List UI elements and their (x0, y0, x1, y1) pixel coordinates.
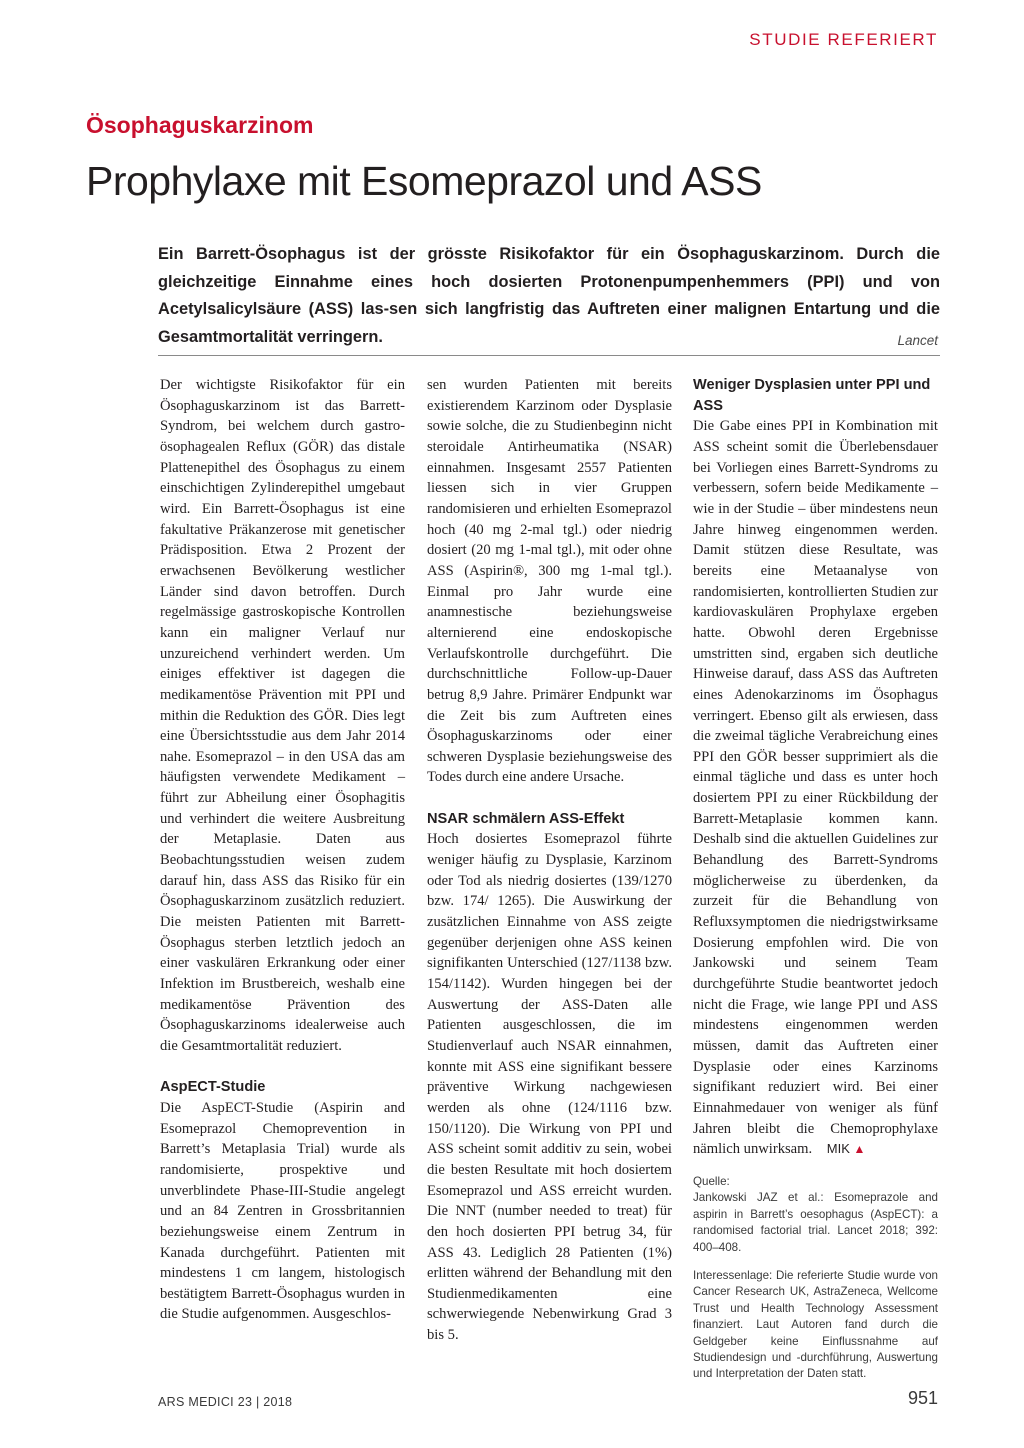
subheading: Weniger Dysplasien unter PPI und ASS (693, 377, 931, 414)
journal-footer: ARS MEDICI 23 | 2018 (158, 1395, 293, 1409)
author-initials: MIK (826, 1141, 850, 1157)
text-column-1 (160, 375, 405, 1325)
body-paragraph: Der wichtigste Risikofaktor für ein Ösophaguskarzinom ist das Barrett-Syndrom, bei welchem durch gastro-ösophagealen Reflux (GÖR) das distale Plattenepithel des Ösophagus zu einem einschichtigen Zylinderepithel umgebaut wird. Ein Barrett-Ösophagus ist eine fakultative Präkanzerose mit genetischer Prädisposition. Etwa 2 Prozent der erwachsenen Bevölkerung westlicher Länder sind davon betroffen. Durch regelmässige gastroskopische Kontrollen kann ein maligner Verlauf nur unzureichend verhindert werden. Um einiges effektiver ist dagegen die medikamentöse Prävention mit PPI und mithin die Reduktion des GÖR. Dies legt eine Übersichtsstudie aus dem Jahr 2014 nahe. Esomeprazol – in den USA das am häufigsten verwendete Medikament – führt zur Abheilung einer Ösophagitis und verhindert die weitere Ausbreitung der Metaplasie. Daten aus Beobachtungsstudien weisen zudem darauf hin, dass ASS das Risiko für ein Ösophaguskarzinom zusätzlich reduziert. Die meisten Patienten mit Barrett-Ösophagus sterben letztlich jedoch an einer vaskulären Erkrankung oder einer Infektion im Brustbereich, weshalb eine medikamentöse Prävention des Ösophaguskarzinoms idealerweise auch die Gesamtmortalität reduziert. (160, 377, 405, 1054)
body-text: Die Gabe eines PPI in Kombination mit ASS scheint somit die Überlebensdauer bei Vorliegen eines Barrett-Syndroms zu verbessern, sofern beide Medikamente – wie in der Studie – über mindestens neun Jahre hinweg eingenommen werden. Damit stützen diese Resultate, was bereits eine Metaanalyse von randomisierten, kontrollierten Studien zur kardiovaskulären Prophylaxe ergeben hatte. Obwohl deren Ergebnisse umstritten sind, ergaben sich deutliche Hinweise darauf, dass ASS das Auftreten eines Adenokarzinoms im Ösophagus verringert. Ebenso gilt als erwiesen, dass die zweimal tägliche Verabreichung eines PPI den GÖR besser supprimiert als die einmal tägliche und dass es unter hoch dosiertem PPI zu einer Rückbildung der Barrett-Metaplasie kommen kann. Deshalb sind die aktuellen Guidelines zur Behandlung des Barrett-Syndroms möglicherweise zu überdenken, da zurzeit für die Behandlung von Refluxsymptomen die niedrigstwirksame Dosierung empfohlen wird. Die von Jankowski und seinem Team durchgeführte Studie beantwortet jedoch nicht die Frage, wie lange PPI und ASS mindestens eingenommen werden müssen, damit das Auftreten einer Dysplasie oder eines Karzinoms signifikant reduziert wird. Bei einer Einnahmedauer von weniger als fünf Jahren bleibt die Chemoprophylaxe nämlich unwirksam. (693, 418, 938, 1158)
text-column-3 (693, 375, 938, 1383)
page-number: 951 (907, 1388, 938, 1408)
body-paragraph: Hoch dosiertes Esomeprazol führte weniger häufig zu Dysplasie, Karzinom oder Tod als niedrig dosiertes (139/1270 bzw. 174/ 1265). Die Auswirkung der zusätzlichen Einnahme von ASS zeigte gegenüber derjenigen ohne ASS keinen signifikanten Unterschied (127/1138 bzw. 154/1142). Wurden hingegen bei der Auswertung der ASS-Daten alle Patienten ausgeschlossen, die im Studienverlauf auch NSAR einnahmen, konnte mit ASS eine signifikant bessere präventive Wirkung nachgewiesen werden als ohne (124/1116 bzw. 150/1120). Die Wirkung von PPI und ASS scheint somit additiv zu sein, wobei die besten Resultate mit hoch dosiertem Esomeprazol und ASS erreicht wurden. Die NNT (number needed to treat) für den hoch dosierten PPI betrug 34, für ASS 43. Lediglich 28 Patienten (1%) erlitten während der Behandlung mit den Studienmedikamenten eine schwerwiegende Nebenwirkung Grad 3 bis 5. (427, 831, 672, 1344)
source-citation: Jankowski JAZ et al.: Esomeprazole and aspirin in Barrett’s oesophagus (AspECT): a randomised factorial trial. Lancet 2018; 392: 400–408. (693, 1191, 938, 1254)
divider-rule (158, 355, 940, 356)
body-paragraph: Die AspECT-Studie (Aspirin and Esomeprazol Chemoprevention in Barrett’s Metaplasia Trial) wurde als randomisierte, prospektive und unverblindete Phase-III-Studie angelegt und an 84 Zentren in Grossbritannien beziehungsweise einem Zentrum in Kanada durchgeführt. Patienten mit mindestens 1 cm langem, histologisch bestätigtem Barrett-Ösophagus wurden in die Studie aufgenommen. Ausgeschlos- (160, 1099, 405, 1323)
body-paragraph: sen wurden Patienten mit bereits existierendem Karzinom oder Dysplasie sowie solche, die zu Studienbeginn nicht steroidale Antirheumatika (NSAR) einnahmen. Insgesamt 2557 Patienten liessen sich in vier Gruppen randomisieren und erhielten Esomeprazol hoch (40 mg 2-mal tgl.) oder niedrig dosiert (20 mg 1-mal tgl.), mit oder ohne ASS (Aspirin®, 300 mg 1-mal tgl.). Einmal pro Jahr wurde eine anamnestische beziehungsweise alternierend eine endoskopische Verlaufskontrolle durchgeführt. Die durchschnittliche Follow-up-Dauer betrug 8,9 Jahre. Primärer Endpunkt war die Zeit bis zum Auftreten eines Ösophaguskarzinoms oder einer schweren Dysplasie beziehungsweise des Todes durch eine andere Ursache. (427, 377, 672, 786)
end-mark-icon: ▲ (853, 1142, 866, 1157)
author-signature (827, 1141, 866, 1157)
source-note (693, 1174, 938, 1256)
subheading: AspECT-Studie (160, 1079, 266, 1096)
source-label: Quelle: (693, 1174, 730, 1188)
interest-statement: Interessenlage: Die referierte Studie wurde von Cancer Research UK, AstraZeneca, Wellcome Trust und Health Technology Assessment finanziert. Laut Autoren fand durch die Geldgeber keine Einflussnahme auf Studiendesign und -durchführung, Auswertung und Interpretation der Daten statt. (693, 1268, 938, 1381)
article-lead: Ein Barrett-Ösophagus ist der grösste Risikofaktor für ein Ösophaguskarzinom. Durch die gleichzeitige Einnahme eines hoch dosierten Protonenpumpenhemmers (PPI) und von Acetylsalicylsäure (ASS) las-sen sich langfristig das Auftreten einer malignen Entartung und die Gesamtmortalität verringern. (158, 245, 940, 346)
section-rubric: STUDIE REFERIERT (749, 30, 938, 49)
interest-note (693, 1268, 938, 1383)
source-tag: Lancet (897, 333, 938, 348)
subheading: NSAR schmälern ASS-Effekt (427, 810, 625, 827)
article-kicker: Ösophaguskarzinom (86, 112, 314, 138)
article-title: Prophylaxe mit Esomeprazol und ASS (86, 158, 762, 204)
text-column-2 (427, 375, 672, 1346)
body-paragraph (693, 416, 938, 1160)
